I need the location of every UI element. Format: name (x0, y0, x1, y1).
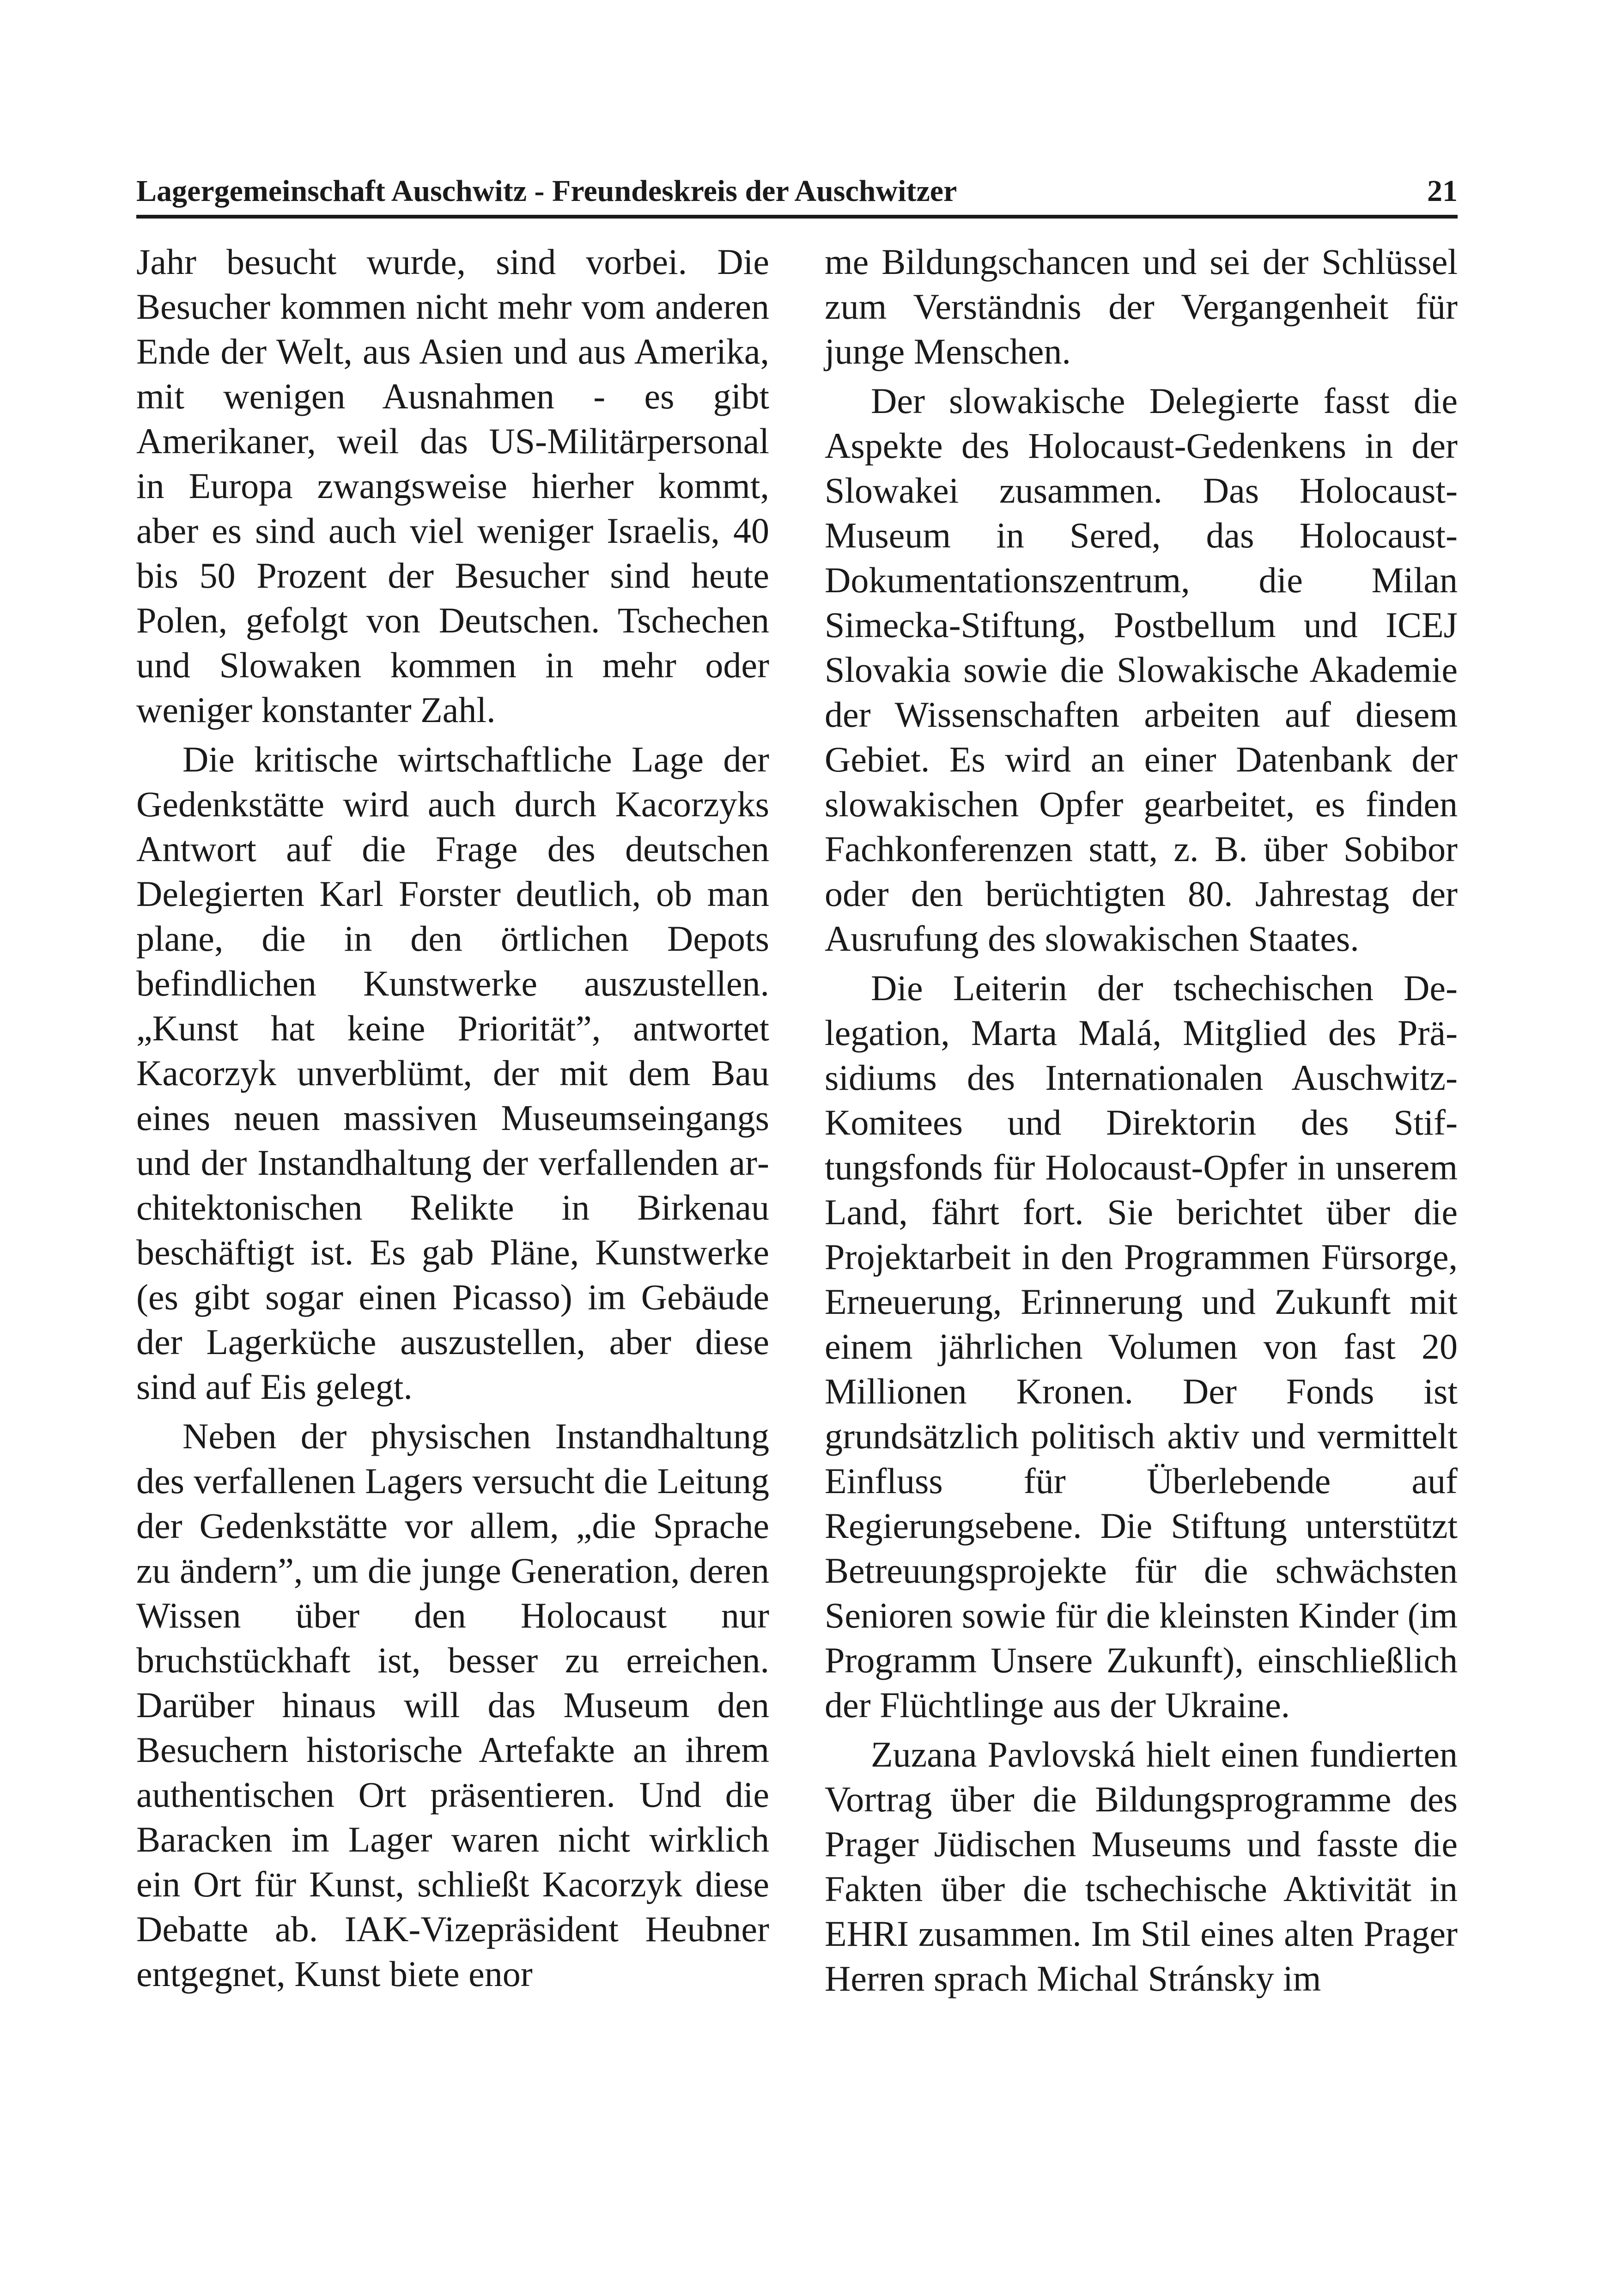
right-column (825, 239, 1458, 2005)
left-column (136, 239, 769, 2001)
paragraph: Die Leiterin der tschechischen Delegation, Marta Malá, Mitglied des Präsidiums des Internationalen Auschwitz-Komitees und Direktorin des Stiftungsfonds für Holocaust-Opfer in unserem Land, fährt fort. Sie berichtet über die Projektarbeit in den Programmen Fürsorge, Erneuerung, Erinnerung und Zukunft mit einem jährlichen Volumen von fast 20 Millionen Kronen. Der Fonds ist grundsätzlich politisch aktiv und vermittelt Einfluss für Überlebende auf Regierungsebene. Die Stiftung unterstützt Betreuungsprojekte für die schwächsten Senioren sowie für die kleinsten Kinder (im Programm Unsere Zukunft), einschließlich der Flüchtlinge aus der Ukraine. (825, 968, 1458, 1725)
paragraph: Die kritische wirtschaftliche Lage der Gedenkstätte wird auch durch Kacorzyks Antwort auf die Frage des deutschen Delegierten Karl Forster deutlich, ob man plane, die in den örtlichen Depots befindlichen Kunstwerke auszustellen. „Kunst hat keine Priorität”, antwortet Kacorzyk unverblümt, der mit dem Bau eines neuen massiven Museumseingangs und der Instandhaltung der verfallenden architektonischen Relikte in Birkenau beschäftigt ist. Es gab Pläne, Kunstwerke (es gibt sogar einen Picasso) im Gebäude der Lagerküche auszustellen, aber diese sind auf Eis gelegt. (136, 739, 769, 1407)
paragraph: me Bildungschancen und sei der Schlüssel zum Verständnis der Vergangenheit für junge Menschen. (825, 242, 1458, 371)
page-header (136, 159, 1458, 219)
page-number: 21 (1427, 174, 1458, 208)
paragraph: Der slowakische Delegierte fasst die Aspekte des Holocaust-Gedenkens in der Slowakei zusammen. Das Holocaust-Museum in Sered, das Holocaust-Dokumentationszentrum, die Milan Simecka-Stiftung, Postbellum und ICEJ Slovakia sowie die Slowakische Akademie der Wissenschaften arbeiten auf diesem Gebiet. Es wird an einer Datenbank der slowakischen Opfer gearbeitet, es finden Fachkonferenzen statt, z. B. über Sobibor oder den berüchtigten 80. Jahrestag der Ausrufung des slowakischen Staates. (825, 381, 1458, 959)
paragraph: Neben der physischen Instandhaltung des verfallenen Lagers versucht die Leitung der Gedenkstätte vor allem, „die Sprache zu ändern”, um die junge Generation, deren Wissen über den Holocaust nur bruchstückhaft ist, besser zu erreichen. Darüber hinaus will das Museum den Besuchern historische Artefakte an ihrem authentischen Ort präsentieren. Und die Baracken im Lager waren nicht wirklich ein Ort für Kunst, schließt Kacorzyk diese Debatte ab. IAK-Vizepräsident Heubner entgegnet, Kunst biete enor (136, 1416, 769, 1994)
paragraph: Zuzana Pavlovská hielt einen fundierten Vortrag über die Bildungsprogramme des Prager Jüdischen Museums und fasste die Fakten über die tschechische Aktivität in EHRI zusammen. Im Stil eines alten Prager Herren sprach Michal Stránsky im (825, 1734, 1458, 1998)
running-title: Lagergemeinschaft Auschwitz - Freundeskreis der Auschwitzer (136, 174, 957, 208)
paragraph: Jahr besucht wurde, sind vorbei. Die Besucher kommen nicht mehr vom anderen Ende der Welt, aus Asien und aus Amerika, mit wenigen Ausnahmen - es gibt Amerikaner, weil das US-Militärpersonal in Europa zwangsweise hierher kommt, aber es sind auch viel weniger Israelis, 40 bis 50 Prozent der Besucher sind heute Polen, gefolgt von Deutschen. Tschechen und Slowaken kommen in mehr oder weniger konstanter Zahl. (136, 242, 769, 730)
